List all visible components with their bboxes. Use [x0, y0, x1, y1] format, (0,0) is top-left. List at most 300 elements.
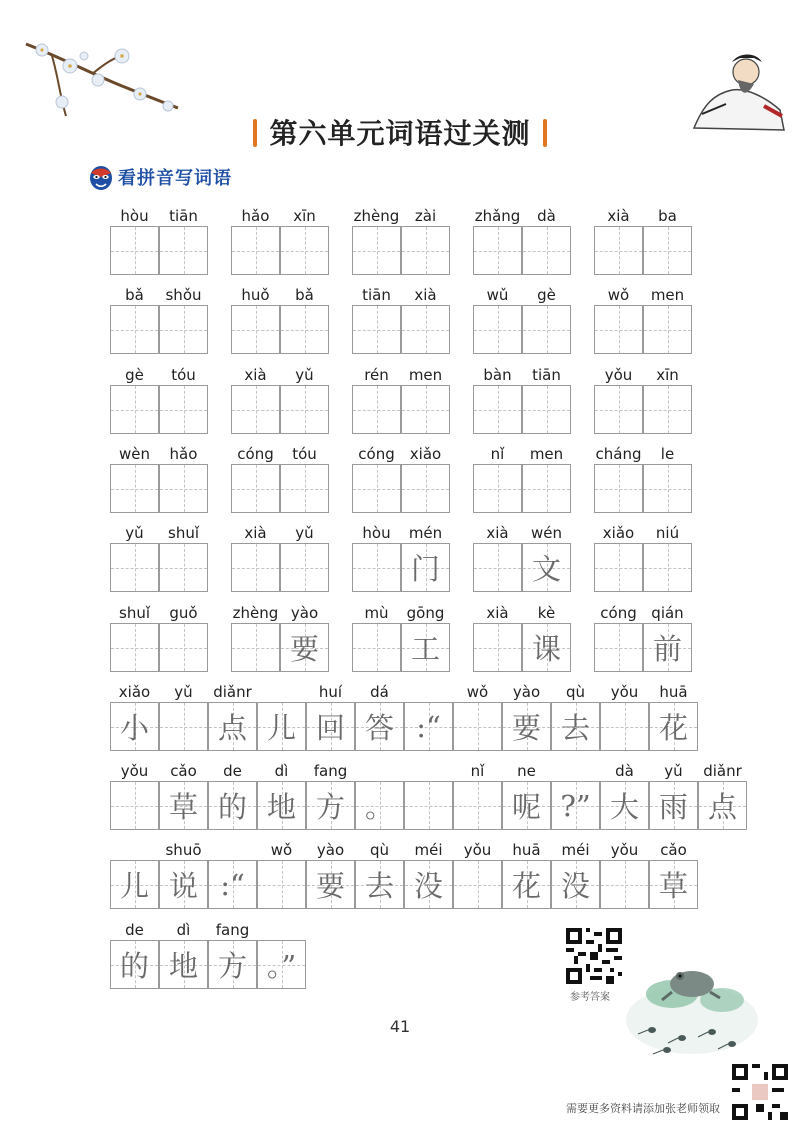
sentence-character: 点 [707, 790, 737, 824]
pinyin-label: le [660, 445, 675, 463]
sentence-grid-cell[interactable] [404, 702, 453, 751]
writing-grid-cell[interactable] [280, 464, 329, 513]
pinyin-label: yǒu [604, 366, 633, 384]
writing-grid-cell[interactable] [594, 385, 643, 434]
writing-grid-cell[interactable] [159, 385, 208, 434]
writing-grid-cell[interactable] [352, 226, 401, 275]
pinyin-label: qián [651, 604, 684, 622]
sentence-grid-cell[interactable] [110, 860, 159, 909]
pinyin-label: xià [244, 366, 267, 384]
hint-character [232, 227, 279, 274]
pinyin-label: gè [125, 366, 144, 384]
sentence-grid-cell[interactable] [355, 860, 404, 909]
page-title [241, 112, 558, 152]
hint-character [232, 306, 279, 353]
sentence-grid-cell[interactable] [306, 702, 355, 751]
sentence-grid-cell[interactable] [453, 860, 502, 909]
hint-character [595, 386, 642, 433]
sentence-grid-cell[interactable] [600, 781, 649, 830]
pinyin-label: niú [655, 524, 680, 542]
writing-grid-cell[interactable] [352, 385, 401, 434]
sentence-grid-cell[interactable] [257, 781, 306, 830]
sentence-grid-cell[interactable] [208, 940, 257, 989]
sentence-grid-cell[interactable] [355, 702, 404, 751]
sentence-grid-cell[interactable] [551, 702, 600, 751]
writing-grid-cell[interactable] [594, 543, 643, 592]
hint-character [353, 465, 400, 512]
hint-character [523, 465, 570, 512]
pinyin-label: yǔ [295, 366, 314, 384]
hint-character [402, 465, 449, 512]
sentence-character: 花 [511, 869, 541, 903]
pinyin-label: men [408, 366, 443, 384]
hint-character: 要 [289, 632, 319, 666]
writing-grid-cell[interactable] [522, 305, 571, 354]
pinyin-label: hǎo [169, 445, 198, 463]
pinyin-label: cǎo [660, 841, 687, 859]
sentence-character: ?” [560, 788, 591, 823]
hint-character [595, 465, 642, 512]
pinyin-label: diǎnr [213, 683, 252, 701]
pinyin-label: gè [537, 286, 556, 304]
sentence-grid-cell[interactable] [159, 702, 208, 751]
writing-grid-cell[interactable] [231, 623, 280, 672]
pinyin-label: shǒu [165, 286, 202, 304]
hint-character [523, 306, 570, 353]
hint-character [474, 624, 521, 671]
writing-grid-cell[interactable] [231, 385, 280, 434]
hint-character [111, 624, 158, 671]
sentence-grid-cell[interactable] [110, 781, 159, 830]
writing-grid-cell[interactable] [280, 385, 329, 434]
hint-character [160, 227, 207, 274]
sentence-character [405, 782, 452, 829]
writing-grid-cell[interactable] [594, 305, 643, 354]
writing-grid-cell[interactable] [522, 385, 571, 434]
pinyin-label: dá [370, 683, 389, 701]
sentence-grid-cell[interactable] [404, 781, 453, 830]
hint-character [232, 465, 279, 512]
writing-grid-cell[interactable] [522, 543, 571, 592]
hint-character [160, 544, 207, 591]
section-header [88, 163, 232, 191]
writing-grid-cell[interactable] [643, 385, 692, 434]
hint-character [160, 306, 207, 353]
sentence-grid-cell[interactable] [355, 781, 404, 830]
sentence-character [454, 861, 501, 908]
writing-grid-cell[interactable] [473, 464, 522, 513]
pinyin-label: yǔ [125, 524, 144, 542]
sentence-character [454, 703, 501, 750]
pinyin-label: tiān [532, 366, 561, 384]
sentence-character: 小 [119, 711, 149, 745]
pinyin-label: bǎ [295, 286, 314, 304]
pinyin-label: yǔ [664, 762, 683, 780]
hint-character [111, 386, 158, 433]
writing-grid-cell[interactable] [643, 305, 692, 354]
hint-character [111, 306, 158, 353]
hint-character [402, 227, 449, 274]
sentence-grid-cell[interactable] [404, 860, 453, 909]
sentence-character: 。 [364, 790, 394, 824]
pinyin-label: wèn [118, 445, 151, 463]
writing-grid-cell[interactable] [401, 464, 450, 513]
pinyin-label: men [650, 286, 685, 304]
pinyin-label: wén [530, 524, 563, 542]
pinyin-label: xià [607, 207, 630, 225]
sentence-character: 雨 [658, 790, 688, 824]
hint-character [160, 624, 207, 671]
writing-grid-cell[interactable] [522, 623, 571, 672]
pinyin-label: de [125, 921, 144, 939]
sentence-grid-cell[interactable] [502, 860, 551, 909]
sentence-character: 地 [266, 790, 296, 824]
writing-grid-cell[interactable] [231, 543, 280, 592]
pinyin-label: bǎ [125, 286, 144, 304]
sentence-character: 要 [511, 711, 541, 745]
sentence-grid-cell[interactable] [208, 702, 257, 751]
writing-grid-cell[interactable] [352, 543, 401, 592]
sentence-grid-cell[interactable] [698, 781, 747, 830]
sentence-character: 儿 [266, 711, 296, 745]
pinyin-label: yǔ [295, 524, 314, 542]
pinyin-label: gōng [406, 604, 445, 622]
sentence-grid-cell[interactable] [257, 860, 306, 909]
sentence-grid-cell[interactable] [502, 781, 551, 830]
pinyin-label: cóng [600, 604, 637, 622]
hint-character [281, 227, 328, 274]
writing-grid-cell[interactable] [594, 623, 643, 672]
hint-character [644, 544, 691, 591]
pinyin-label: huā [659, 683, 688, 701]
hint-character [353, 386, 400, 433]
pinyin-label: xià [244, 524, 267, 542]
pinyin-label: cóng [358, 445, 395, 463]
pinyin-label: mù [364, 604, 389, 622]
writing-grid-cell[interactable] [159, 305, 208, 354]
sentence-character: :“ [416, 709, 441, 744]
writing-grid-cell[interactable] [401, 305, 450, 354]
writing-grid-cell[interactable] [159, 226, 208, 275]
pinyin-label: guǒ [169, 604, 198, 622]
writing-grid-cell[interactable] [280, 623, 329, 672]
hint-character [402, 306, 449, 353]
pinyin-label: mén [408, 524, 443, 542]
hint-character: 文 [531, 552, 561, 586]
hint-character [353, 306, 400, 353]
pinyin-label: rén [364, 366, 389, 384]
writing-grid-cell[interactable] [159, 464, 208, 513]
writing-grid-cell[interactable] [643, 464, 692, 513]
writing-grid-cell[interactable] [401, 623, 450, 672]
writing-grid-cell[interactable] [159, 623, 208, 672]
sentence-grid-cell[interactable] [208, 860, 257, 909]
writing-grid-cell[interactable] [401, 385, 450, 434]
sentence-character: 草 [168, 790, 198, 824]
pinyin-label: men [529, 445, 564, 463]
sentence-character: 点 [217, 711, 247, 745]
sentence-grid-cell[interactable] [159, 940, 208, 989]
pinyin-label: tiān [362, 286, 391, 304]
sentence-character: 没 [413, 869, 443, 903]
sentence-character: 没 [560, 869, 590, 903]
title-left-bar [253, 119, 257, 147]
writing-grid-cell[interactable] [110, 543, 159, 592]
sentence-grid-cell[interactable] [306, 860, 355, 909]
hint-character [523, 227, 570, 274]
writing-grid-cell[interactable] [352, 305, 401, 354]
pinyin-label: yǒu [120, 762, 149, 780]
sentence-character [111, 782, 158, 829]
writing-grid-cell[interactable] [401, 226, 450, 275]
pinyin-label: xiǎo [118, 683, 151, 701]
hint-character [644, 227, 691, 274]
writing-grid-cell[interactable] [110, 464, 159, 513]
pinyin-label: yào [290, 604, 319, 622]
sentence-character [601, 861, 648, 908]
writing-grid-cell[interactable] [522, 464, 571, 513]
sentence-character: 方 [217, 949, 247, 983]
writing-grid-cell[interactable] [522, 226, 571, 275]
writing-grid-cell[interactable] [110, 385, 159, 434]
sentence-grid-cell[interactable] [649, 702, 698, 751]
pinyin-label: shuō [165, 841, 202, 859]
pinyin-label: ba [658, 207, 677, 225]
sentence-grid-cell[interactable] [159, 860, 208, 909]
pinyin-label: qù [565, 683, 586, 701]
pinyin-label: zhèng [353, 207, 400, 225]
pinyin-label: bàn [483, 366, 512, 384]
pinyin-label: huā [512, 841, 541, 859]
section-label: 看拼音写词语 [118, 168, 232, 189]
sentence-character: 。” [266, 949, 297, 983]
hint-character [474, 306, 521, 353]
hint-character: 工 [410, 632, 440, 666]
sentence-grid-cell[interactable] [306, 781, 355, 830]
writing-grid-cell[interactable] [280, 543, 329, 592]
opera-mask-icon [88, 163, 114, 191]
sentence-character [454, 782, 501, 829]
pinyin-label: wǒ [466, 683, 489, 701]
pinyin-label: cháng [595, 445, 642, 463]
writing-grid-cell[interactable] [110, 305, 159, 354]
sentence-grid-cell[interactable] [110, 940, 159, 989]
sentence-character: 地 [168, 949, 198, 983]
sentence-character: 方 [315, 790, 345, 824]
pinyin-label: nǐ [490, 445, 505, 463]
hint-character [595, 306, 642, 353]
pinyin-label: kè [537, 604, 556, 622]
sentence-character [258, 861, 305, 908]
hint-character [523, 386, 570, 433]
hint-character [474, 544, 521, 591]
hint-character [232, 624, 279, 671]
hint-character [595, 227, 642, 274]
writing-grid-cell[interactable] [110, 623, 159, 672]
hint-character [232, 544, 279, 591]
pinyin-label: huí [318, 683, 343, 701]
sentence-character: 答 [364, 711, 394, 745]
sentence-grid-cell[interactable] [208, 781, 257, 830]
pinyin-label: dì [176, 921, 191, 939]
writing-grid-cell[interactable] [231, 464, 280, 513]
writing-grid-cell[interactable] [473, 543, 522, 592]
pinyin-label: yào [316, 841, 345, 859]
title-text: 第六单元词语过关测 [269, 117, 531, 150]
title-right-bar [543, 119, 547, 147]
pinyin-label: shuǐ [168, 524, 199, 542]
pinyin-label: yǒu [463, 841, 492, 859]
sentence-grid-cell[interactable] [159, 781, 208, 830]
hint-character [111, 227, 158, 274]
sentence-character: 呢 [511, 790, 541, 824]
pinyin-label: ne [517, 762, 536, 780]
hint-character [595, 544, 642, 591]
pinyin-label: zhǎng [474, 207, 521, 225]
sentence-grid-cell[interactable] [551, 781, 600, 830]
pinyin-label: wǒ [607, 286, 630, 304]
sentence-character: 草 [658, 869, 688, 903]
pinyin-label: xià [486, 524, 509, 542]
sentence-grid-cell[interactable] [257, 702, 306, 751]
hint-character [232, 386, 279, 433]
hint-character [281, 544, 328, 591]
pinyin-label: méi [561, 841, 590, 859]
writing-grid-cell[interactable] [473, 305, 522, 354]
pinyin-label: fang [313, 762, 348, 780]
writing-grid-cell[interactable] [594, 226, 643, 275]
sentence-grid-cell[interactable] [257, 940, 306, 989]
contact-qr-code[interactable] [732, 1064, 788, 1120]
writing-grid-cell[interactable] [594, 464, 643, 513]
hint-character [160, 465, 207, 512]
pinyin-label: wǒ [270, 841, 293, 859]
sentence-character: 说 [168, 869, 198, 903]
sentence-character: 去 [560, 711, 590, 745]
writing-grid-cell[interactable] [159, 543, 208, 592]
sentence-character [160, 703, 207, 750]
writing-grid-cell[interactable] [473, 385, 522, 434]
sentence-grid-cell[interactable] [453, 781, 502, 830]
pinyin-label: tóu [171, 366, 196, 384]
sentence-character: 的 [217, 790, 247, 824]
hint-character [474, 386, 521, 433]
writing-grid-cell[interactable] [643, 226, 692, 275]
pinyin-label: de [223, 762, 242, 780]
sentence-grid-cell[interactable] [502, 702, 551, 751]
sentence-grid-cell[interactable] [649, 860, 698, 909]
pinyin-label: hǎo [241, 207, 270, 225]
writing-grid-cell[interactable] [352, 464, 401, 513]
sentence-character: 的 [119, 949, 149, 983]
sentence-grid-cell[interactable] [600, 860, 649, 909]
pinyin-label: zài [414, 207, 437, 225]
qr-label: 参考答案 [570, 992, 610, 1003]
pinyin-label: hòu [362, 524, 391, 542]
hint-character [474, 227, 521, 274]
hint-character [474, 465, 521, 512]
writing-grid-cell[interactable] [401, 543, 450, 592]
writing-grid-cell[interactable] [280, 226, 329, 275]
pinyin-label: cǎo [170, 762, 197, 780]
writing-grid-cell[interactable] [231, 305, 280, 354]
pinyin-label: tiān [169, 207, 198, 225]
title-area [0, 112, 800, 152]
writing-grid-cell[interactable] [110, 226, 159, 275]
sentence-character: 去 [364, 869, 394, 903]
hint-character [111, 465, 158, 512]
pinyin-label: zhèng [232, 604, 279, 622]
sentence-character: 回 [315, 711, 345, 745]
sentence-character [601, 703, 648, 750]
writing-grid-cell[interactable] [473, 623, 522, 672]
sentence-character: 大 [609, 790, 639, 824]
pinyin-label: hòu [120, 207, 149, 225]
writing-grid-cell[interactable] [280, 305, 329, 354]
hint-character [353, 624, 400, 671]
hint-character [353, 544, 400, 591]
hint-character: 课 [531, 632, 561, 666]
hint-character [402, 386, 449, 433]
pinyin-label: huǒ [241, 286, 270, 304]
pinyin-label: fang [215, 921, 250, 939]
sentence-grid-cell[interactable] [453, 702, 502, 751]
page-number: 41 [389, 1017, 411, 1036]
pinyin-label: xīn [656, 366, 679, 384]
hint-character [353, 227, 400, 274]
hint-character [111, 544, 158, 591]
pinyin-label: yǒu [610, 683, 639, 701]
writing-grid-cell[interactable] [231, 226, 280, 275]
pinyin-label: yǒu [610, 841, 639, 859]
pinyin-label: dì [274, 762, 289, 780]
pinyin-label: wǔ [486, 286, 509, 304]
hint-character [160, 386, 207, 433]
sentence-grid-cell[interactable] [551, 860, 600, 909]
sentence-grid-cell[interactable] [649, 781, 698, 830]
hint-character: 门 [410, 552, 440, 586]
answer-qr-code[interactable] [566, 928, 622, 984]
writing-grid-cell[interactable] [352, 623, 401, 672]
pinyin-label: xiǎo [409, 445, 442, 463]
writing-grid-cell[interactable] [643, 543, 692, 592]
footer-text: 需要更多资料请添加张老师领取 [566, 1102, 720, 1115]
pinyin-label: cóng [237, 445, 274, 463]
sentence-grid-cell[interactable] [600, 702, 649, 751]
hint-character [644, 386, 691, 433]
sentence-character: 花 [658, 711, 688, 745]
pinyin-label: tóu [292, 445, 317, 463]
sentence-character: 儿 [119, 869, 149, 903]
pinyin-label: shuǐ [119, 604, 150, 622]
pinyin-label: nǐ [470, 762, 485, 780]
pinyin-label: diǎnr [703, 762, 742, 780]
hint-character [281, 386, 328, 433]
frog-and-tadpoles-illustration [622, 960, 762, 1060]
hint-character: 前 [652, 632, 682, 666]
hint-character [595, 624, 642, 671]
pinyin-label: xià [414, 286, 437, 304]
writing-grid-cell[interactable] [643, 623, 692, 672]
sentence-grid-cell[interactable] [110, 702, 159, 751]
pinyin-label: yǔ [174, 683, 193, 701]
pinyin-label: yào [512, 683, 541, 701]
hint-character [281, 465, 328, 512]
hint-character [644, 306, 691, 353]
sentence-character: :“ [220, 867, 245, 902]
pinyin-label: dà [615, 762, 634, 780]
writing-grid-cell[interactable] [473, 226, 522, 275]
